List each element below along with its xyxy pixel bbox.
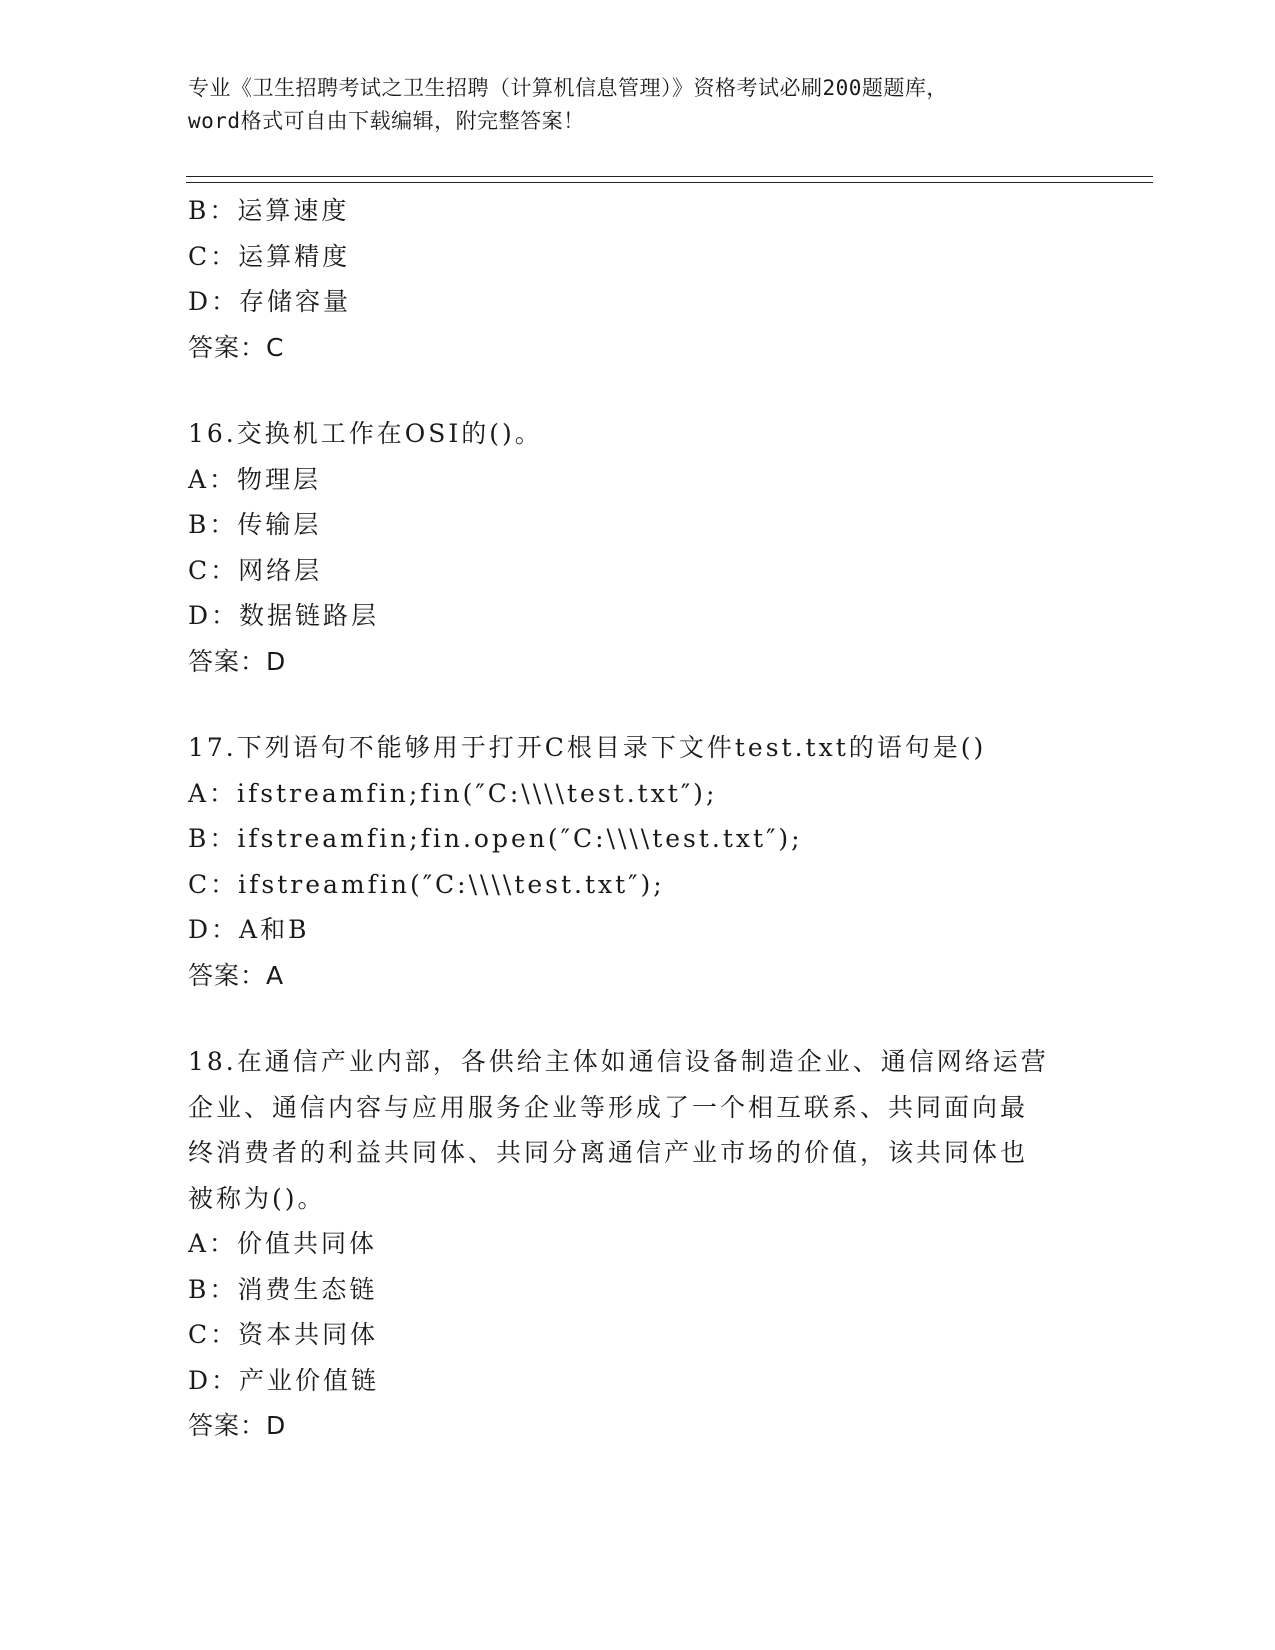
header-rule-bottom: [186, 182, 1153, 183]
option-b: B：运算速度: [188, 196, 350, 225]
spacer: [188, 998, 1088, 1039]
question-text: 16.交换机工作在OSI的()。: [188, 419, 543, 448]
document-header: [188, 72, 1088, 138]
answer: 答案：A: [188, 960, 285, 990]
header-line-1: 专业《卫生招聘考试之卫生招聘（计算机信息管理）》资格考试必刷200题题库，: [188, 76, 948, 100]
option-d: D：数据链路层: [188, 601, 380, 630]
option-c: C：资本共同体: [188, 1320, 379, 1349]
question-15: [188, 188, 1088, 370]
question-text-line-3: 终消费者的利益共同体、共同分离通信产业市场的价值，该共同体也: [188, 1138, 1029, 1167]
option-b: B：传输层: [188, 510, 322, 539]
option-a: A：价值共同体: [188, 1229, 378, 1258]
question-text: 17.下列语句不能够用于打开C根目录下文件test.txt的语句是(): [188, 733, 987, 762]
option-a: A：物理层: [188, 464, 322, 494]
question-18: [188, 1039, 1088, 1449]
spacer: [188, 684, 1088, 725]
question-text-line-1: 18.在通信产业内部，各供给主体如通信设备制造企业、通信网络运营: [188, 1047, 1049, 1076]
header-rule-top: [186, 176, 1153, 177]
question-text-line-4: 被称为()。: [188, 1183, 326, 1213]
option-b: B：ifstreamfin;fin.open(″C:\\\\test.txt″);: [188, 824, 803, 853]
option-c: C：运算精度: [188, 241, 351, 271]
answer: 答案：D: [188, 646, 287, 676]
spacer: [188, 370, 1088, 411]
option-d: D：A和B: [188, 915, 310, 944]
option-d: D：存储容量: [188, 287, 352, 316]
option-c: C：ifstreamfin(″C:\\\\test.txt″);: [188, 869, 665, 899]
question-17: [188, 725, 1088, 998]
question-16: [188, 411, 1088, 684]
option-a: A：ifstreamfin;fin(″C:\\\\test.txt″);: [188, 778, 718, 808]
option-b: B：消费生态链: [188, 1274, 378, 1304]
question-list: [188, 188, 1088, 1449]
header-line-2: word格式可自由下载编辑，附完整答案！: [188, 109, 585, 133]
answer: 答案：C: [188, 332, 285, 362]
option-c: C：网络层: [188, 555, 323, 585]
question-text-line-2: 企业、通信内容与应用服务企业等形成了一个相互联系、共同面向最: [188, 1092, 1029, 1122]
answer: 答案：D: [188, 1411, 287, 1440]
option-d: D：产业价值链: [188, 1365, 380, 1395]
